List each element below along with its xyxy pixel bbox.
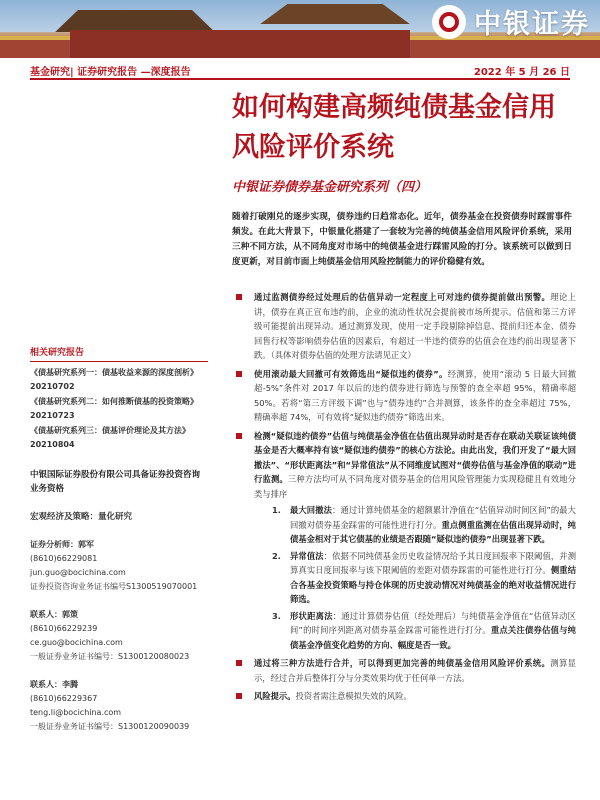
method-number: 1.	[272, 505, 281, 515]
related-reports-heading: 相关研究报告	[30, 346, 208, 362]
bullet-square-icon	[236, 433, 242, 439]
bullet-heading: 使用滚动最大回撤可有效筛选出“疑似违约债券”。	[254, 368, 448, 379]
analyst-name: 证券分析师：郭军	[30, 540, 94, 549]
analyst-contact	[30, 538, 208, 594]
bullet-square-icon	[236, 294, 242, 300]
report-summary: 随着打破刚兑的逐步实现，债券违约日趋常态化。近年，债券基金在投资债券时踩雷事件频发。在此大背景下，中银量化搭建了一套较为完善的纯债基金信用风险评价系统，采用三种不同方法，从不同角度对市场中的纯债基金进行踩雷风险的打分。该系统可以做到日度更新，对目前市面上纯债基金信用风险控制能力的评价稳健有效。	[232, 212, 572, 267]
key-points	[236, 290, 576, 708]
sidebar	[30, 346, 208, 734]
bullet-text: 测算显示，经过合并后整体打分与分类效果均优于任何单一方法。	[254, 658, 576, 683]
report-date: 2022 年 5 月 26 日	[473, 67, 570, 78]
contact-email: ce.guo@bocichina.com	[30, 638, 123, 647]
bullet-text: 投资者需注意模拟失效的风险。	[295, 691, 412, 701]
method-item	[254, 549, 576, 607]
contact-name: 联系人：郭策	[30, 610, 78, 619]
company-logo	[432, 2, 590, 41]
bullet-heading: 通过监测债券经过处理后的估值异动一定程度上可对违约债券提前做出预警。	[254, 292, 551, 302]
method-emphasis: 重点关注债券估值与纯债基金净值变化趋势的方向、幅度是否一致。	[290, 625, 576, 650]
method-name: 形状距离法	[290, 610, 333, 621]
bullet-item	[236, 367, 576, 425]
report-header-bar	[30, 62, 570, 80]
method-item	[254, 503, 576, 547]
analyst-phone: (8610)66229081	[30, 554, 98, 563]
contact-cert: 一般证券业务证书编号：S1300120090039	[30, 722, 190, 731]
method-number: 3.	[272, 610, 281, 621]
method-emphasis: 重点侧重监测在估值出现异动时，纯债基金相对于其它债基的业绩是否跟随“疑似违约债券”出现显著下跌。	[290, 519, 576, 544]
method-name: 异常值法	[290, 550, 324, 561]
contact-name: 联系人：李腾	[30, 680, 78, 689]
industry-label: 宏观经济及策略：量化研究	[30, 512, 133, 522]
logo-text: 中银证券	[474, 9, 590, 40]
bullet-item	[236, 429, 576, 653]
bullet-item	[236, 656, 576, 685]
bullet-text: 理论上讲，债券在真正宣布违约前，企业的流动性状况会提前被市场所提示。估值和第三方评级可能提前出现异动。通过测算发现，使用一定手段剔除掉信息、提前归还本金、债券回售行权等影响债券估值的因素后，有超过一半违约债券的估值会在违约前出现显著下跌。（具体对债券估值的处理方法请见正文）	[254, 292, 576, 360]
bullet-square-icon	[236, 693, 242, 699]
related-report: 《债基研究系列二：如何推断债基的投资策略》20210723	[30, 397, 198, 420]
bullet-text: 经测算，使用“滚动 5 日最大回撤超-5%”条件对 2017 年以后的违约债券进行筛选与预警的查全率超 95%，精确率超 50%。若将“第三方评级下调”也与“债券违约”合并测算，该条件的查全率超过 75%，精确率超 74%，可有效将“疑似违约债券”筛选出来。	[254, 368, 576, 422]
method-number: 2.	[272, 550, 281, 561]
method-emphasis: 侧重结合各基金投资策略与持仓体现的历史波动情况对纯债基金的绝对收益情况进行筛选。	[290, 565, 576, 604]
method-text: ：通过计算债券估值（经处理后）与纯债基金净值在“估值异动区间”的时间序列距离对债券基金踩雷可能性进行打分。	[290, 610, 576, 635]
analyst-email: jun.guo@bocichina.com	[30, 568, 126, 577]
related-report: 《债基研究系列一：债基收益来源的深度剖析》20210702	[30, 368, 198, 391]
method-text: ：通过计算纯债基金的超额累计净值在“估值异动时间区间”的最大回撤对债券基金踩雷的可能性进行打分。	[290, 505, 576, 530]
banner-hall	[70, 30, 410, 58]
report-subtitle: 中银证券债券基金研究系列（四）	[232, 180, 428, 195]
banner-roof-left	[40, 10, 230, 32]
contact-cert: 一般证券业务证书编号：S1300120080023	[30, 652, 190, 661]
banner-roof-right	[250, 4, 420, 24]
bullet-square-icon	[236, 660, 242, 666]
bullet-item	[236, 290, 576, 363]
contact-phone: (8610)66229239	[30, 624, 98, 633]
company-name: 中银国际证券股份有限公司具备证券投资咨询业务资格	[30, 470, 201, 494]
bullet-heading: 通过将三种方法进行合并，可以得到更加完善的纯债基金信用风险评价系统。	[254, 658, 551, 668]
bullet-heading: 检测“疑似违约债券”估值与纯债基金净值在估值出现异动时是否存在联动关联证该纯债基金是否大概率持有该“疑似违约债券”的核心方法论。由此出发，我们开发了“最大回撤法”、“形状距离法”和“异常值法”从不同维度试图对“债券估值与基金净值的联动”进行监测。	[254, 430, 576, 484]
bullet-square-icon	[236, 371, 242, 377]
method-text: ：依据不同纯债基金历史收益情况给予其日度回报率下限阈值，并测算真实日度回报率与该下限阈值的差距对债券踩雷的可能性进行打分。	[290, 550, 576, 575]
contact-person	[30, 608, 208, 664]
header-banner	[0, 0, 600, 58]
contact-phone: (8610)66229367	[30, 694, 98, 703]
contact-person	[30, 678, 208, 734]
bullet-item	[236, 689, 576, 704]
contact-email: teng.li@bocichina.com	[30, 708, 122, 717]
bullet-heading: 风险提示。	[254, 691, 296, 701]
report-title: 如何构建高频纯债基金信用风险评价系统	[232, 92, 556, 163]
report-category: 基金研究| 证券研究报告 —深度报告	[30, 67, 191, 78]
related-report: 《债基研究系列三：债基评价理论及其方法》20210804	[30, 426, 190, 449]
bullet-text: 三种方法均可从不同角度对债券基金的信用风险管理能力实现稳健且有效地分类与排序	[254, 474, 576, 499]
method-item	[254, 609, 576, 653]
analyst-cert: 证券投资咨询业务证书编号S1300519070001	[30, 582, 198, 591]
boc-logo-icon	[432, 5, 466, 39]
method-name: 最大回撤法	[290, 505, 333, 515]
